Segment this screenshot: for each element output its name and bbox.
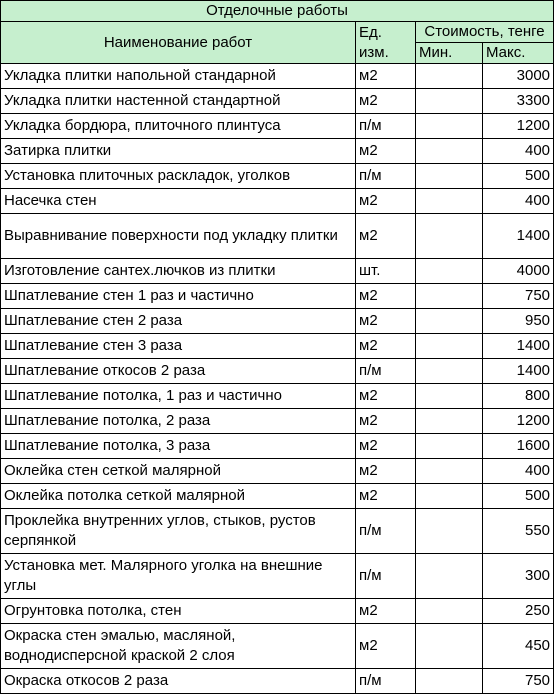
row-min-cost [416,139,483,164]
row-max-cost: 400 [483,139,554,164]
row-unit: м2 [356,309,416,334]
row-max-cost: 4000 [483,259,554,284]
table-caption: Отделочные работы [1,1,554,22]
row-name: Оклейка потолка сеткой малярной [1,484,356,509]
row-name: Шпатлевание стен 2 раза [1,309,356,334]
row-name: Насечка стен [1,189,356,214]
row-min-cost [416,334,483,359]
row-unit: п/м [356,669,416,694]
row-min-cost [416,434,483,459]
row-max-cost: 750 [483,284,554,309]
table-row [1,384,554,409]
row-max-cost: 1200 [483,409,554,434]
table-row [1,409,554,434]
row-max-cost: 1400 [483,214,554,259]
table-body [1,64,554,694]
row-min-cost [416,164,483,189]
row-min-cost [416,284,483,309]
row-name: Окраска откосов 2 раза [1,669,356,694]
row-unit: п/м [356,554,416,599]
row-min-cost [416,64,483,89]
row-min-cost [416,554,483,599]
row-name: Укладка плитки настенной стандартной [1,89,356,114]
row-min-cost [416,409,483,434]
column-header-unit: Ед. изм. [356,22,416,64]
row-name: Укладка бордюра, плиточного плинтуса [1,114,356,139]
row-max-cost: 1200 [483,114,554,139]
row-unit: м2 [356,214,416,259]
row-max-cost: 500 [483,164,554,189]
column-header-max: Макс. [483,43,554,64]
row-max-cost: 1400 [483,359,554,384]
row-max-cost: 1400 [483,334,554,359]
table-row [1,284,554,309]
table-row [1,554,554,599]
table-row [1,334,554,359]
row-min-cost [416,624,483,669]
row-name: Шпатлевание стен 1 раз и частично [1,284,356,309]
table-row [1,259,554,284]
table-row [1,309,554,334]
table-row [1,89,554,114]
row-max-cost: 950 [483,309,554,334]
row-name: Выравнивание поверхности под укладку плитки [1,214,356,259]
row-name: Огрунтовка потолка, стен [1,599,356,624]
row-max-cost: 400 [483,189,554,214]
table-row [1,459,554,484]
table-row [1,509,554,554]
row-min-cost [416,669,483,694]
row-name: Изготовление сантех.лючков из плитки [1,259,356,284]
row-name: Шпатлевание откосов 2 раза [1,359,356,384]
table-row [1,214,554,259]
row-unit: п/м [356,114,416,139]
row-max-cost: 750 [483,669,554,694]
row-min-cost [416,459,483,484]
row-unit: п/м [356,509,416,554]
row-unit: м2 [356,624,416,669]
table-row [1,599,554,624]
row-unit: п/м [356,164,416,189]
row-name: Шпатлевание потолка, 3 раза [1,434,356,459]
row-name: Шпатлевание потолка, 2 раза [1,409,356,434]
table-row [1,189,554,214]
row-max-cost: 450 [483,624,554,669]
row-name: Окраска стен эмалью, масляной, воднодисперсной краской 2 слоя [1,624,356,669]
row-name: Шпатлевание стен 3 раза [1,334,356,359]
row-name: Шпатлевание потолка, 1 раз и частично [1,384,356,409]
row-unit: м2 [356,459,416,484]
table-row [1,139,554,164]
row-max-cost: 250 [483,599,554,624]
row-min-cost [416,309,483,334]
row-min-cost [416,214,483,259]
row-min-cost [416,509,483,554]
row-unit: м2 [356,409,416,434]
row-max-cost: 800 [483,384,554,409]
row-unit: м2 [356,64,416,89]
row-unit: м2 [356,284,416,309]
row-min-cost [416,484,483,509]
row-unit: шт. [356,259,416,284]
column-header-min: Мин. [416,43,483,64]
row-name: Оклейка стен сеткой малярной [1,459,356,484]
table-row [1,359,554,384]
table-row [1,484,554,509]
row-max-cost: 3300 [483,89,554,114]
row-unit: м2 [356,384,416,409]
row-max-cost: 400 [483,459,554,484]
table-row [1,164,554,189]
row-unit: п/м [356,359,416,384]
row-unit: м2 [356,189,416,214]
row-min-cost [416,384,483,409]
row-name: Установка плиточных раскладок, уголков [1,164,356,189]
column-header-cost: Стоимость, тенге [416,22,554,43]
row-max-cost: 1600 [483,434,554,459]
row-name: Затирка плитки [1,139,356,164]
row-name: Проклейка внутренних углов, стыков, рустов серпянкой [1,509,356,554]
row-name: Установка мет. Малярного уголка на внешние углы [1,554,356,599]
row-min-cost [416,259,483,284]
row-unit: м2 [356,434,416,459]
table-row [1,624,554,669]
column-header-name: Наименование работ [1,22,356,64]
table-row [1,114,554,139]
table-row [1,64,554,89]
row-min-cost [416,359,483,384]
row-unit: м2 [356,89,416,114]
row-min-cost [416,599,483,624]
row-max-cost: 550 [483,509,554,554]
table-row [1,434,554,459]
row-unit: м2 [356,139,416,164]
row-min-cost [416,89,483,114]
row-max-cost: 300 [483,554,554,599]
row-name: Укладка плитки напольной стандарной [1,64,356,89]
row-max-cost: 500 [483,484,554,509]
row-unit: м2 [356,484,416,509]
row-unit: м2 [356,599,416,624]
table-row [1,669,554,694]
row-unit: м2 [356,334,416,359]
row-max-cost: 3000 [483,64,554,89]
row-min-cost [416,114,483,139]
row-min-cost [416,189,483,214]
